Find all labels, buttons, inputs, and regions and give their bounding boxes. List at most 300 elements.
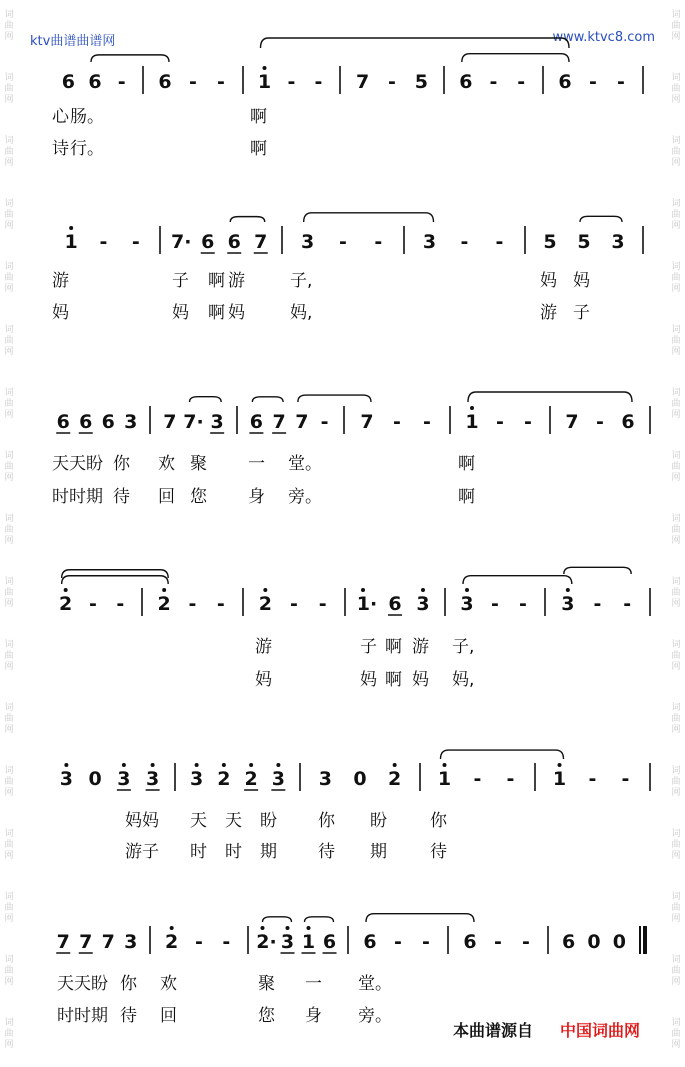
note: - — [217, 71, 225, 93]
note: 1 — [552, 768, 567, 790]
note: 3 — [146, 768, 160, 790]
watermark-char: 曲 — [671, 966, 681, 976]
tie-slur — [62, 570, 169, 578]
note: - — [116, 593, 125, 615]
tie-slur — [366, 914, 474, 922]
lyric-word: 妈 — [540, 271, 557, 291]
octave-dot — [64, 763, 68, 767]
lyric-word: 旁。 — [358, 1006, 392, 1026]
note: - — [494, 931, 502, 953]
watermark-char: 词 — [671, 325, 681, 335]
watermark-char: 词 — [671, 577, 681, 587]
score-system — [59, 588, 650, 616]
lyric-word: 期 — [260, 842, 277, 862]
tie-slur — [305, 917, 334, 922]
watermark-char: 曲 — [671, 84, 681, 94]
note: 3 — [280, 931, 295, 953]
watermark-char: 词 — [4, 325, 14, 335]
watermark-char: 词 — [671, 262, 681, 272]
note: 6 — [61, 71, 75, 93]
watermark-char: 网 — [671, 977, 681, 987]
lyric-word: 游 — [412, 637, 429, 657]
octave-dot — [64, 588, 68, 592]
watermark-char: 网 — [671, 662, 681, 672]
watermark-char: 网 — [4, 221, 14, 231]
watermark-char: 词 — [4, 955, 14, 965]
lyric-word: 游 — [52, 271, 69, 291]
watermark-char: 曲 — [671, 210, 681, 220]
note: 7 — [272, 411, 286, 433]
note: - — [195, 931, 203, 953]
lyric-word: 盼 — [370, 811, 387, 831]
octave-dot — [286, 926, 290, 930]
lyric-word: 旁。 — [288, 487, 322, 507]
note: 3 — [416, 593, 430, 615]
note: 7· — [183, 411, 204, 433]
note: 7 — [254, 231, 268, 253]
header-site-name: ktv曲谱曲谱网 — [30, 34, 116, 49]
watermark-char: 曲 — [671, 273, 681, 283]
watermark-char: 词 — [4, 199, 14, 209]
watermark-char: 网 — [4, 914, 14, 924]
watermark-char: 网 — [671, 851, 681, 861]
note: - — [117, 71, 126, 93]
watermark-char: 网 — [4, 851, 14, 861]
note: - — [460, 231, 469, 253]
watermark-char: 网 — [671, 221, 681, 231]
note: 0 — [612, 931, 626, 953]
note: 6 — [558, 71, 572, 93]
note: - — [593, 593, 602, 615]
octave-dot — [263, 66, 267, 70]
tie-slur — [91, 55, 169, 62]
lyric-word: 子 — [573, 303, 590, 323]
lyric-word: 啊 — [385, 670, 402, 690]
note: 1 — [465, 411, 479, 433]
lyric-word: 游 — [228, 271, 245, 291]
note: 5 — [543, 231, 557, 253]
note: - — [489, 71, 498, 93]
watermark-char: 网 — [4, 599, 14, 609]
note: 1 — [257, 71, 272, 93]
watermark-char: 词 — [671, 955, 681, 965]
note: 3 — [124, 411, 138, 433]
lyric-word: 堂。 — [288, 454, 322, 474]
watermark-char: 曲 — [671, 840, 681, 850]
note: - — [617, 71, 625, 93]
lyric-word: 堂。 — [358, 974, 392, 994]
note: - — [588, 768, 597, 790]
watermark-char: 曲 — [4, 399, 14, 409]
note: - — [222, 931, 231, 953]
score-system — [56, 406, 650, 434]
lyric-word: 盼 — [260, 811, 277, 831]
octave-dot — [261, 926, 265, 930]
octave-dot — [222, 763, 226, 767]
note: - — [287, 71, 296, 93]
lyric-word: 啊 — [385, 637, 402, 657]
lyric-word: 子, — [452, 637, 475, 657]
lyric-word: 您 — [258, 1006, 275, 1026]
note: - — [519, 593, 527, 615]
watermark-char: 曲 — [4, 210, 14, 220]
octave-dot — [558, 763, 562, 767]
watermark-char: 网 — [4, 725, 14, 735]
lyric-word: 您 — [190, 487, 207, 507]
note: 2 — [258, 593, 272, 615]
source-site-link[interactable]: 中国词曲网 — [560, 1021, 641, 1040]
note: 7 — [565, 411, 579, 433]
lyric-word: 行。 — [70, 139, 104, 159]
note: 5 — [577, 231, 591, 253]
lyric-word: 回 — [160, 1006, 177, 1026]
watermark-char: 曲 — [671, 903, 681, 913]
note: 6 — [388, 593, 402, 615]
lyric-word: 时时期 — [52, 487, 103, 507]
note: - — [131, 231, 140, 253]
watermark-char: 网 — [671, 473, 681, 483]
lyric-word: 啊 — [250, 107, 267, 127]
note: - — [314, 71, 323, 93]
note: 6 — [322, 931, 337, 953]
watermark-char: 词 — [671, 73, 681, 83]
watermark-char: 网 — [671, 914, 681, 924]
octave-dot — [566, 588, 570, 592]
note: - — [506, 768, 515, 790]
octave-dot — [361, 588, 365, 592]
note: - — [473, 768, 482, 790]
watermark-char: 曲 — [4, 525, 14, 535]
note: 6 — [79, 411, 93, 433]
note: 3 — [271, 768, 285, 790]
lyric-word: 一 — [248, 454, 265, 474]
watermark-char: 曲 — [671, 462, 681, 472]
lyric-word: 啊 — [458, 454, 475, 474]
note: 6 — [88, 71, 102, 93]
watermark-char: 网 — [4, 347, 14, 357]
watermark-char: 网 — [671, 536, 681, 546]
tie-slur — [230, 217, 265, 222]
lyric-word: 妈, — [290, 303, 313, 323]
note: - — [496, 411, 504, 433]
watermark-char: 网 — [671, 284, 681, 294]
note: 2 — [165, 931, 179, 953]
note: 2· — [256, 931, 277, 953]
note: 3 — [561, 593, 575, 615]
lyric-word: 啊 — [250, 139, 267, 159]
note: - — [216, 593, 225, 615]
lyric-word: 你 — [120, 974, 137, 994]
watermark-char: 词 — [4, 10, 14, 20]
tie-slur — [304, 213, 434, 222]
lyric-word: 妈 — [255, 670, 272, 690]
lyric-word: 聚 — [190, 454, 207, 474]
tie-slur — [580, 216, 622, 222]
watermark-char: 网 — [4, 32, 14, 42]
note: 6 — [249, 411, 263, 433]
note: - — [621, 768, 630, 790]
note: - — [589, 71, 597, 93]
octave-dot — [122, 763, 126, 767]
lyric-word: 妈 — [573, 271, 590, 291]
watermark-char: 词 — [4, 1018, 14, 1028]
tie-slur — [263, 917, 292, 922]
note: 2 — [244, 768, 258, 790]
watermark-char: 网 — [671, 95, 681, 105]
watermark-char: 词 — [4, 577, 14, 587]
watermark-char: 曲 — [671, 651, 681, 661]
lyric-word: 子 — [360, 637, 377, 657]
watermark-char: 曲 — [671, 588, 681, 598]
note: - — [290, 593, 298, 615]
watermark-char: 词 — [4, 514, 14, 524]
lyric-word: 天天盼 — [57, 974, 108, 994]
note: - — [596, 411, 604, 433]
lyric-word: 你 — [113, 454, 130, 474]
lyric-word: 你 — [318, 811, 335, 831]
octave-dot — [470, 406, 474, 410]
watermark-char: 词 — [4, 136, 14, 146]
watermark-char: 词 — [4, 262, 14, 272]
watermark-char: 曲 — [671, 777, 681, 787]
note: 6 — [459, 71, 473, 93]
note: - — [374, 231, 383, 253]
watermark-char: 网 — [4, 473, 14, 483]
tie-slur — [462, 54, 569, 62]
lyric-word: 时 — [225, 842, 242, 862]
lyric-word: 时时期 — [57, 1006, 108, 1026]
octave-dot — [443, 763, 447, 767]
note: - — [422, 931, 430, 953]
tie-slur — [62, 576, 169, 584]
note: 3 — [124, 931, 138, 953]
octave-dot — [393, 763, 397, 767]
lyric-word: 妈 — [228, 303, 245, 323]
octave-dot — [263, 588, 267, 592]
watermark-char: 曲 — [4, 21, 14, 31]
note: 7 — [101, 931, 115, 953]
lyric-word: 妈 — [172, 303, 189, 323]
watermark-char: 曲 — [4, 840, 14, 850]
watermark-char: 词 — [671, 829, 681, 839]
watermark-char: 曲 — [4, 462, 14, 472]
octave-dot — [307, 926, 311, 930]
watermark-char: 网 — [671, 788, 681, 798]
lyric-word: 啊 — [208, 303, 225, 323]
watermark-char: 曲 — [4, 588, 14, 598]
watermark-char: 曲 — [4, 336, 14, 346]
tie-slur — [298, 395, 371, 402]
note: 1 — [64, 231, 78, 253]
watermark-char: 词 — [671, 136, 681, 146]
lyric-word: 妈 — [412, 670, 429, 690]
lyric-word: 妈妈 — [125, 811, 159, 831]
note: 3 — [301, 231, 315, 253]
lyric-word: 啊 — [208, 271, 225, 291]
watermark-char: 曲 — [4, 966, 14, 976]
note: 7 — [356, 71, 370, 93]
watermark-char: 词 — [671, 640, 681, 650]
note: 3 — [611, 231, 625, 253]
lyric-word: 妈 — [52, 303, 69, 323]
note: 7 — [360, 411, 374, 433]
note: 6 — [201, 231, 215, 253]
watermark-char: 词 — [4, 892, 14, 902]
octave-dot — [69, 226, 73, 230]
header-url: www.ktvc8.com — [552, 30, 655, 45]
watermark-char: 曲 — [671, 714, 681, 724]
note: - — [99, 231, 108, 253]
note: 6 — [227, 231, 241, 253]
note: 6 — [621, 411, 635, 433]
score-system — [65, 226, 643, 254]
note: 2 — [157, 593, 171, 615]
note: 5 — [414, 71, 428, 93]
octave-dot — [421, 588, 425, 592]
note: - — [188, 593, 197, 615]
watermark-char: 网 — [4, 158, 14, 168]
watermark-char: 网 — [4, 788, 14, 798]
watermark-char: 网 — [671, 725, 681, 735]
note: 3 — [210, 411, 224, 433]
note: 7 — [56, 931, 70, 953]
lyric-word: 游 — [540, 303, 557, 323]
note: 7 — [295, 411, 309, 433]
lyric-word: 回 — [158, 487, 175, 507]
note: 2 — [388, 768, 402, 790]
note: 7· — [171, 231, 192, 253]
lyric-word: 待 — [318, 842, 335, 862]
watermark-char: 词 — [4, 73, 14, 83]
lyric-word: 欢 — [158, 454, 175, 474]
watermark-char: 网 — [4, 977, 14, 987]
note: - — [524, 411, 532, 433]
watermark-char: 词 — [4, 640, 14, 650]
octave-dot — [249, 763, 253, 767]
note: 6 — [562, 931, 576, 953]
note: 7 — [163, 411, 177, 433]
watermark-char: 网 — [4, 1040, 14, 1050]
tie-slur — [190, 397, 222, 402]
lyric-word: 身 — [248, 487, 265, 507]
watermark-char: 词 — [671, 199, 681, 209]
note: 6 — [363, 931, 377, 953]
watermark-char: 网 — [671, 1040, 681, 1050]
lyric-word: 聚 — [258, 974, 275, 994]
watermark-char: 词 — [4, 703, 14, 713]
note: 6 — [463, 931, 477, 953]
tie-slur — [468, 392, 632, 402]
lyric-word: 天天盼 — [52, 454, 103, 474]
lyric-word: 天 — [190, 811, 207, 831]
watermark-char: 词 — [671, 451, 681, 461]
watermark-char: 词 — [671, 766, 681, 776]
tie-slur — [261, 38, 570, 48]
watermark-char: 词 — [671, 1018, 681, 1028]
lyric-word: 待 — [113, 487, 130, 507]
watermark-char: 曲 — [4, 84, 14, 94]
lyric-word: 身 — [305, 1006, 322, 1026]
octave-dot — [195, 763, 199, 767]
note: 1· — [356, 593, 378, 615]
lyric-word: 待 — [120, 1006, 137, 1026]
lyric-word: 游子 — [125, 842, 159, 862]
note: 0 — [353, 768, 367, 790]
note: - — [522, 931, 530, 953]
watermark-char: 曲 — [4, 1029, 14, 1039]
watermark-char: 词 — [4, 388, 14, 398]
note: 3 — [422, 231, 437, 253]
note: 2 — [59, 593, 73, 615]
watermark-char: 曲 — [671, 21, 681, 31]
watermark-char: 网 — [671, 599, 681, 609]
note: 2 — [217, 768, 231, 790]
tie-slur — [441, 750, 564, 759]
watermark-char: 曲 — [4, 777, 14, 787]
note: 1 — [301, 931, 316, 953]
lyric-word: 子, — [290, 271, 313, 291]
lyric-word: 待 — [430, 842, 447, 862]
tie-slur — [463, 576, 572, 584]
lyric-word: 妈, — [452, 670, 475, 690]
watermark-char: 词 — [671, 703, 681, 713]
watermark-char: 曲 — [671, 525, 681, 535]
lyric-word: 时 — [190, 842, 207, 862]
octave-dot — [162, 588, 166, 592]
watermark-char: 网 — [4, 536, 14, 546]
note: 3 — [460, 593, 474, 615]
watermark-char: 网 — [4, 662, 14, 672]
watermark-char: 曲 — [4, 903, 14, 913]
note: - — [393, 411, 401, 433]
watermark-char: 网 — [671, 347, 681, 357]
note: 3 — [59, 768, 73, 790]
watermark-char: 曲 — [4, 714, 14, 724]
score-system — [62, 66, 643, 94]
watermark-char: 词 — [4, 451, 14, 461]
watermark-char: 词 — [671, 10, 681, 20]
lyric-word: 啊 — [458, 487, 475, 507]
lyric-word: 妈 — [360, 670, 377, 690]
note: 6 — [158, 71, 172, 93]
octave-dot — [465, 588, 469, 592]
watermark-char: 曲 — [671, 336, 681, 346]
watermark-char: 词 — [671, 514, 681, 524]
lyric-word: 欢 — [160, 974, 177, 994]
watermark-char: 网 — [4, 95, 14, 105]
lyric-word: 你 — [430, 811, 447, 831]
note: - — [423, 411, 431, 433]
watermark-char: 曲 — [671, 399, 681, 409]
lyric-word: 一 — [305, 974, 322, 994]
note: - — [623, 593, 632, 615]
note: - — [320, 411, 329, 433]
octave-dot — [170, 926, 174, 930]
note: 3 — [117, 768, 131, 790]
watermark-char: 网 — [4, 284, 14, 294]
lyric-word: 期 — [370, 842, 387, 862]
watermark-char: 词 — [4, 829, 14, 839]
lyric-word: 肠。 — [70, 107, 104, 127]
note: 3 — [190, 768, 204, 790]
note: - — [491, 593, 499, 615]
note: - — [89, 593, 97, 615]
watermark-char: 曲 — [4, 651, 14, 661]
note: - — [394, 931, 402, 953]
watermark-char: 曲 — [671, 1029, 681, 1039]
lyric-word: 天 — [225, 811, 242, 831]
note: - — [318, 593, 327, 615]
